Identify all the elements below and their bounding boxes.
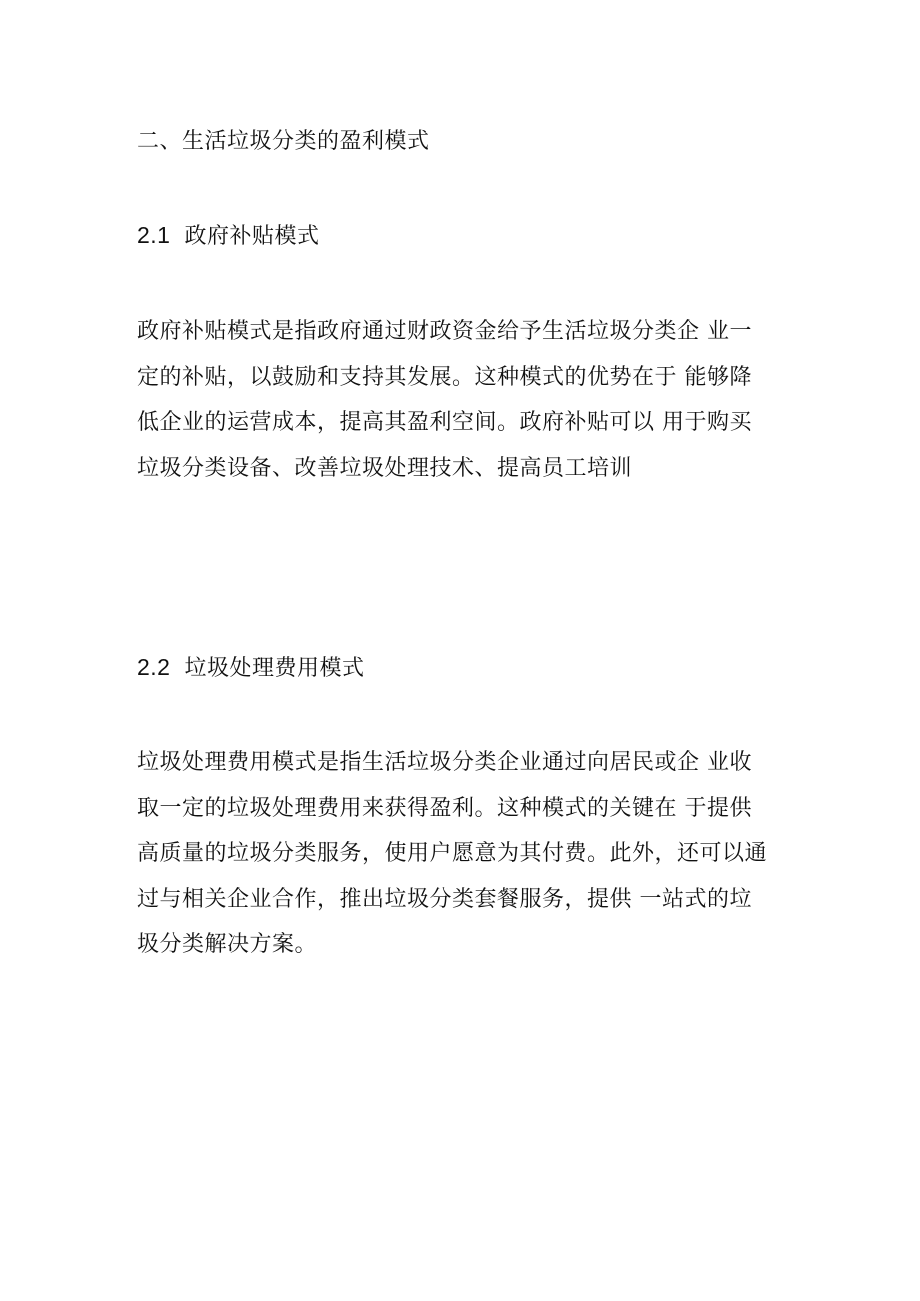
paragraph-line: 取一定的垃圾处理费用来获得盈利。这种模式的关键在 于提供 xyxy=(137,795,752,821)
subsection-title: 垃圾处理费用模式 xyxy=(184,656,365,681)
subsection-number: 2.1 xyxy=(137,222,171,248)
paragraph-line: 定的补贴，以鼓励和支持其发展。这种模式的优势在于 能够降 xyxy=(137,364,752,390)
paragraph-line: 低企业的运营成本，提高其盈利空间。政府补贴可以 用于购买 xyxy=(137,410,752,435)
subsection-title: 政府补贴模式 xyxy=(184,224,320,249)
paragraph-waste-fee xyxy=(137,740,797,968)
paragraph-government-subsidy xyxy=(137,309,797,491)
paragraph-line: 过与相关企业合作，推出垃圾分类套餐服务，提供 一站式的垃 xyxy=(137,886,752,912)
section-title: 二、生活垃圾分类的盈利模式 xyxy=(137,129,430,154)
paragraph-line: 政府补贴模式是指政府通过财政资金给予生活垃圾分类企 业一 xyxy=(137,319,752,344)
subsection-heading-2-2 xyxy=(137,652,365,684)
paragraph-line: 垃圾分类设备、改善垃圾处理技术、提高员工培训 xyxy=(137,455,633,481)
paragraph-line: 垃圾处理费用模式是指生活垃圾分类企业通过向居民或企 业收 xyxy=(137,750,752,775)
paragraph-line: 圾分类解决方案。 xyxy=(137,932,318,957)
subsection-heading-2-1 xyxy=(137,220,320,252)
subsection-number: 2.2 xyxy=(137,654,171,680)
paragraph-line: 高质量的垃圾分类服务，使用户愿意为其付费。此外，还可以通 xyxy=(137,841,768,866)
